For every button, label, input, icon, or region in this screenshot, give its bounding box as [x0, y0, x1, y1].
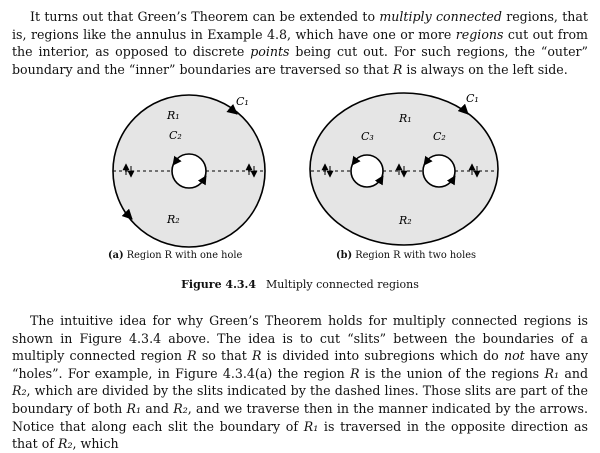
hole-c2-b — [423, 155, 455, 187]
figure-number: Figure 4.3.4 — [181, 278, 257, 291]
text-run: is divided into subregions which do — [261, 348, 504, 364]
label-b-c2: C₂ — [433, 130, 446, 143]
emphasis-text: R₁ — [303, 418, 319, 434]
text-run: , which — [72, 436, 119, 452]
text-run: , which are divided by the slits indicated by the dashed lines. Those slits are part of the boundary of both — [12, 383, 588, 416]
emphasis-text: R₁ — [544, 365, 559, 381]
hole-c2 — [172, 154, 206, 188]
subcaption-b-text: Region R with two holes — [355, 250, 477, 261]
text-run: is the union of the regions — [359, 365, 545, 381]
text-run: so that — [196, 348, 252, 364]
emphasis-text: not — [503, 348, 525, 364]
text-run: It turns out that Green’s Theorem can be extended to — [30, 9, 380, 24]
emphasis-text: R — [187, 348, 197, 364]
text-run: and — [559, 365, 589, 381]
text-run: have any “holes”. For example, in Figure 4.3.4(a) the region — [12, 348, 589, 381]
hole-c3 — [351, 155, 383, 187]
emphasis-text: R — [392, 61, 403, 77]
text-run: is traversed in the opposite direction as that of — [12, 418, 588, 452]
explanation-paragraph — [12, 312, 588, 453]
label-b-r1: R₁ — [399, 112, 412, 125]
figure-multiply-connected-regions — [0, 84, 600, 254]
figure-caption-text: Multiply connected regions — [266, 278, 419, 291]
label-c1: C₁ — [236, 95, 249, 108]
emphasis-text: points — [250, 44, 290, 60]
label-r2: R₂ — [167, 213, 180, 226]
text-run: and — [141, 400, 174, 416]
label-r1: R₁ — [167, 109, 180, 122]
emphasis-text: R₂ — [173, 400, 188, 416]
emphasis-text: regions — [455, 26, 504, 42]
label-c2: C₂ — [169, 129, 182, 142]
emphasis-text: R₂ — [12, 383, 27, 399]
text-run: , and we traverse then in the manner indicated by the arrows. Notice that along each slit the boundary of — [12, 400, 589, 434]
text-run: being cut out. For such regions, the “outer” boundary and the “inner” boundaries are traversed so that — [12, 44, 588, 77]
subcaption-a — [108, 250, 242, 261]
text-run: regions, that is, regions like the annulus in Example 4.8, which have one or more — [12, 9, 588, 42]
text-run: The intuitive idea for why Green’s Theorem holds for multiply connected regions is shown in Figure 4.3.4 above. The idea is to cut “slits” between the boundaries of a multiply connected region — [12, 313, 588, 364]
subcaption-b — [336, 250, 476, 261]
intro-paragraph — [12, 8, 588, 78]
emphasis-text: R — [251, 348, 262, 364]
subcaption-a-text: Region R with one hole — [126, 250, 243, 261]
label-b-c3: C₃ — [361, 130, 374, 143]
subcaption-b-tag: (b) — [336, 250, 353, 261]
figure-caption — [0, 278, 600, 291]
text-run: is always on the left side. — [402, 61, 568, 77]
subcaption-a-tag: (a) — [108, 250, 124, 261]
label-b-c1: C₁ — [466, 92, 479, 105]
emphasis-text: multiply connected — [379, 9, 502, 24]
emphasis-text: R — [350, 365, 360, 381]
emphasis-text: R₁ — [126, 400, 141, 416]
panel-a — [113, 95, 265, 247]
label-b-r2: R₂ — [399, 214, 412, 227]
panel-b — [310, 92, 498, 245]
text-run: cut out from the interior, as opposed to discrete — [12, 26, 589, 60]
emphasis-text: R₂ — [58, 436, 73, 452]
